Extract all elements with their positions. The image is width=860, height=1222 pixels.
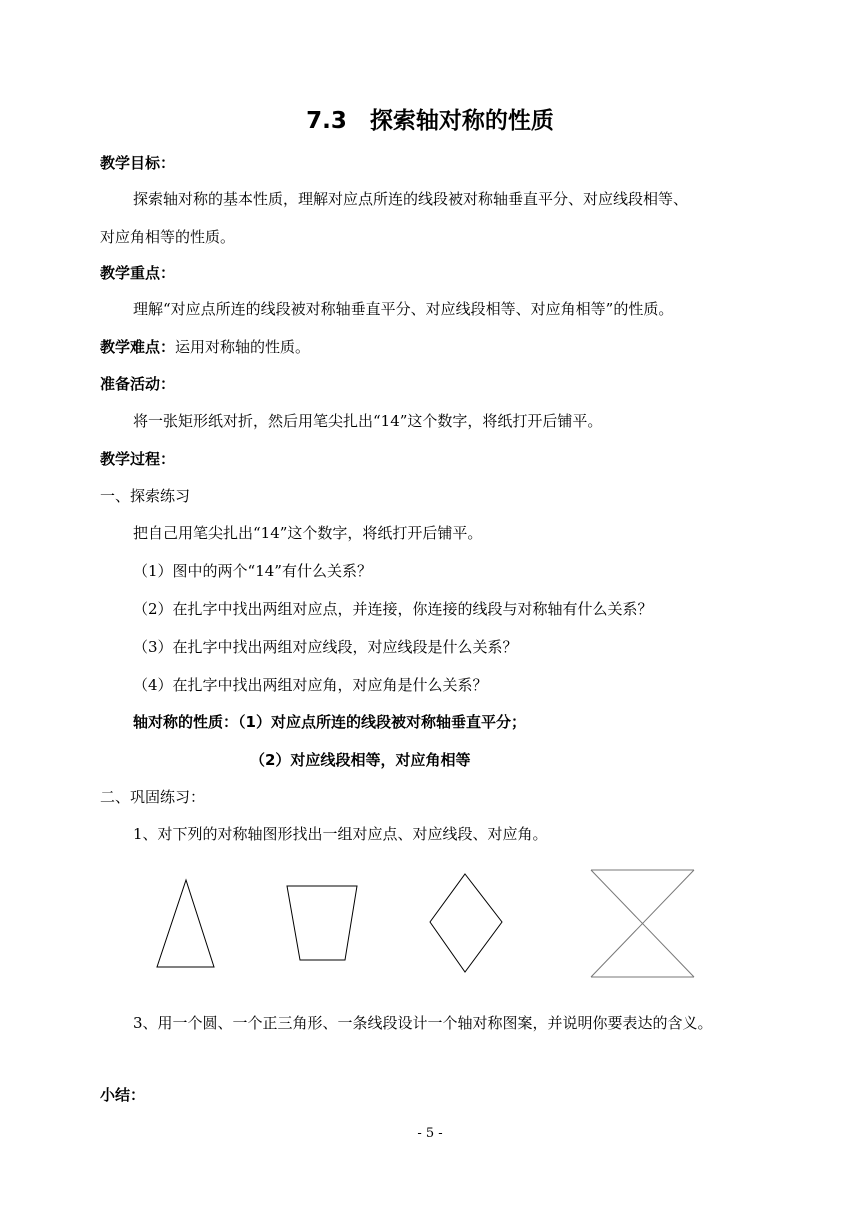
key-heading: 教学重点： — [100, 264, 176, 282]
goal-line-2: 对应角相等的性质。 — [100, 228, 236, 246]
process-heading: 教学过程： — [100, 450, 176, 468]
summary-heading: 小结： — [100, 1086, 146, 1104]
goal-line-1: 探索轴对称的基本性质，理解对应点所连的线段被对称轴垂直平分、对应线段相等、 — [133, 190, 689, 208]
page-number: - 5 - — [417, 1126, 443, 1141]
triangle-figure — [157, 880, 214, 967]
trapezoid-figure — [287, 886, 357, 960]
difficulty-line — [100, 336, 310, 357]
property-line-1: 轴对称的性质：（1）对应点所连的线段被对称轴垂直平分； — [133, 713, 526, 731]
exercise-3: 3、用一个圆、一个正三角形、一条线段设计一个轴对称图案，并说明你要表达的含义。 — [133, 1014, 713, 1032]
symmetric-figures — [0, 860, 860, 990]
question-4: （4）在扎字中找出两组对应角，对应角是什么关系？ — [133, 676, 488, 694]
section-1-intro: 把自己用笔尖扎出“14”这个数字，将纸打开后铺平。 — [133, 524, 483, 542]
question-1: （1）图中的两个“14”有什么关系？ — [133, 562, 372, 580]
goal-heading: 教学目标： — [100, 154, 176, 172]
key-text: 理解“对应点所连的线段被对称轴垂直平分、对应线段相等、对应角相等”的性质。 — [133, 300, 674, 318]
rhombus-figure — [430, 874, 502, 972]
property-line-2: （2）对应线段相等，对应角相等 — [250, 751, 471, 769]
difficulty-heading: 教学难点： — [100, 338, 176, 356]
exercise-1: 1、对下列的对称轴图形找出一组对应点、对应线段、对应角。 — [133, 825, 548, 843]
section-1-heading: 一、探索练习 — [100, 487, 191, 505]
prep-text: 将一张矩形纸对折，然后用笔尖扎出“14”这个数字，将纸打开后铺平。 — [133, 412, 603, 430]
hourglass-figure — [591, 870, 694, 977]
question-2: （2）在扎字中找出两组对应点，并连接，你连接的线段与对称轴有什么关系？ — [133, 600, 653, 618]
question-3: （3）在扎字中找出两组对应线段，对应线段是什么关系？ — [133, 638, 518, 656]
section-2-heading: 二、巩固练习： — [100, 788, 206, 806]
difficulty-text: 运用对称轴的性质。 — [175, 338, 311, 356]
prep-heading: 准备活动： — [100, 375, 176, 393]
page-title: 7.3 探索轴对称的性质 — [306, 108, 554, 134]
